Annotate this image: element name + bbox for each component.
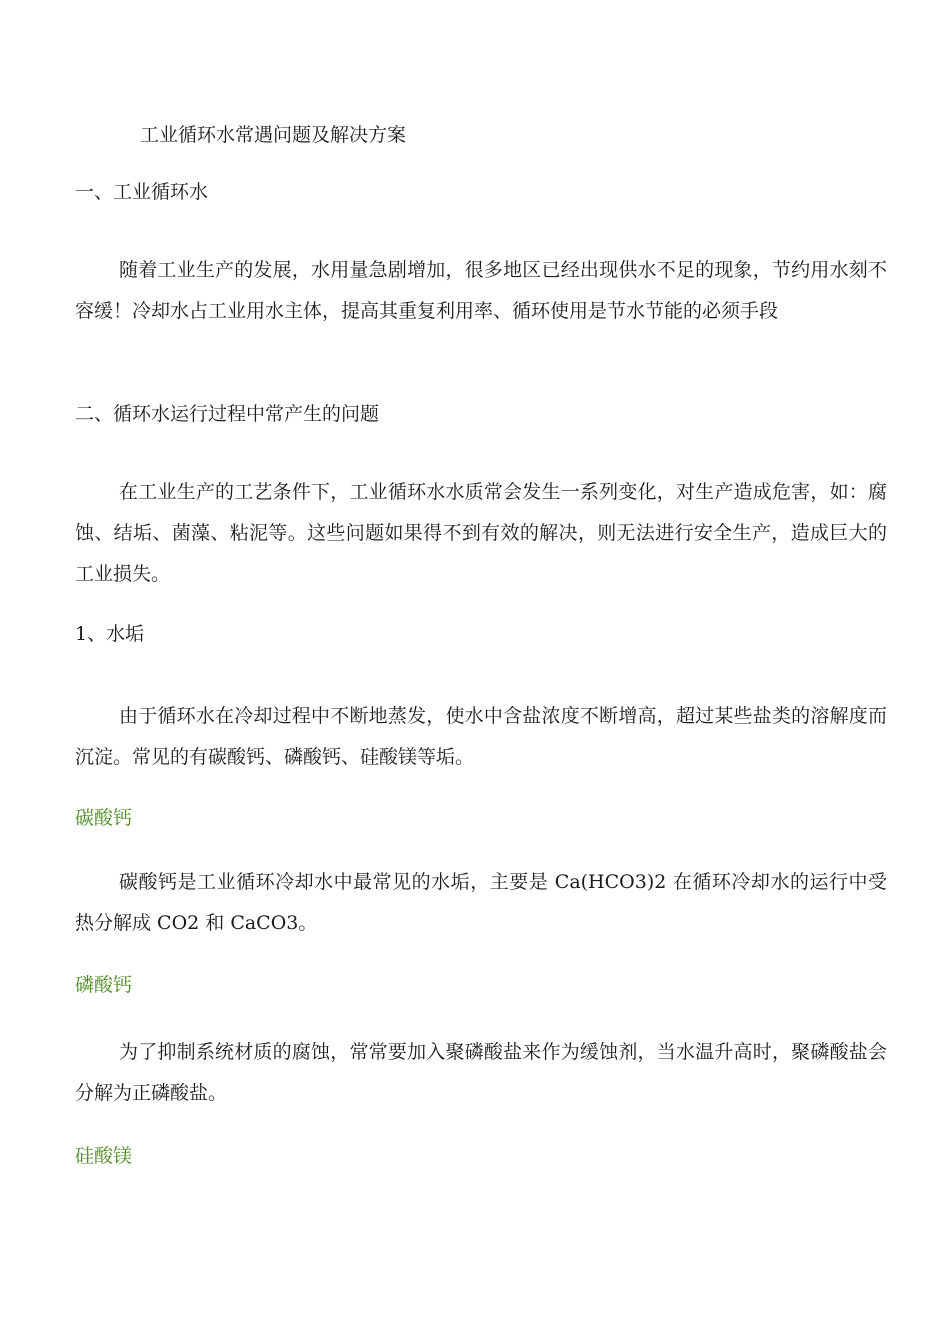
item-label-calcium-carbonate: 碳酸钙 [75,807,133,829]
subsection-paragraph-scale [75,696,887,778]
item-paragraph-calcium-phosphate [75,1032,887,1114]
section-paragraph-industrial-circulating-water [75,250,887,332]
subsection-heading-scale: 1、水垢 [75,623,145,645]
paragraph-text: 在工业生产的工艺条件下，工业循环水水质常会发生一系列变化，对生产造成危害，如：腐蚀、结垢、菌藻、粘泥等。这些问题如果得不到有效的解决，则无法进行安全生产，造成巨大的工业损失。 [75,481,887,585]
section-heading-industrial-circulating-water: 一、工业循环水 [75,181,209,203]
paragraph-text: 由于循环水在冷却过程中不断地蒸发，使水中含盐浓度不断增高，超过某些盐类的溶解度而沉淀。常见的有碳酸钙、磷酸钙、硅酸镁等垢。 [75,705,887,768]
item-paragraph-calcium-carbonate [75,862,887,944]
item-label-magnesium-silicate: 硅酸镁 [75,1145,133,1167]
section-heading-operational-problems: 二、循环水运行过程中常产生的问题 [75,403,380,425]
paragraph-text: 随着工业生产的发展，水用量急剧增加，很多地区已经出现供水不足的现象，节约用水刻不容缓！冷却水占工业用水主体，提高其重复利用率、循环使用是节水节能的必须手段 [75,259,887,322]
document-title: 工业循环水常遇问题及解决方案 [140,124,407,146]
paragraph-text: 为了抑制系统材质的腐蚀，常常要加入聚磷酸盐来作为缓蚀剂，当水温升高时，聚磷酸盐会分解为正磷酸盐。 [75,1041,887,1104]
item-label-calcium-phosphate: 磷酸钙 [75,974,133,996]
paragraph-text: 碳酸钙是工业循环冷却水中最常见的水垢，主要是 Ca(HCO3)2 在循环冷却水的运行中受热分解成 CO2 和 CaCO3。 [75,871,887,934]
section-paragraph-operational-problems [75,472,887,595]
